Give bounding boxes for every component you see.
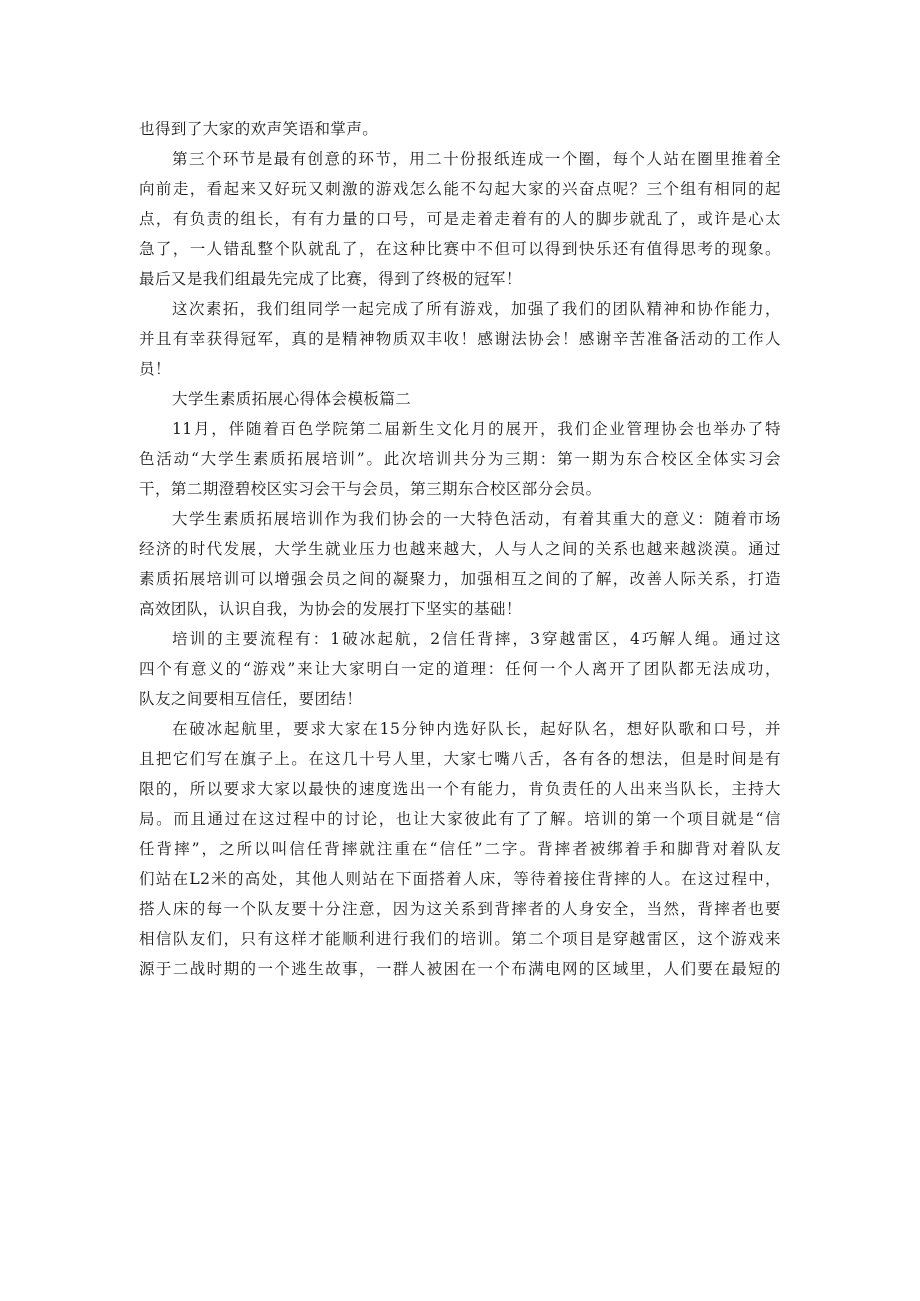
text-line: 局。而且通过在这过程中的讨论，也让大家彼此有了了解。培训的第一个项目就是“信 bbox=[139, 810, 781, 828]
text-line: 源于二战时期的一个逃生故事，一群人被困在一个布满电网的区域里，人们要在最短的 bbox=[139, 960, 781, 978]
text-line: 也得到了大家的欢声笑语和掌声。 bbox=[139, 120, 379, 138]
text-line: 限的，所以要求大家以最快的速度选出一个有能力，肯负责任的人出来当队长，主持大 bbox=[139, 780, 781, 798]
text-line: 任背摔”，之所以叫信任背摔就注重在“信任”二字。背摔者被绑着手和脚背对着队友 bbox=[139, 840, 781, 858]
text-line: 色活动“大学生素质拓展培训”。此次培训共分为三期：第一期为东合校区全体实习会 bbox=[139, 450, 781, 468]
section-heading: 大学生素质拓展心得体会模板篇二 bbox=[172, 390, 412, 408]
text-line: 相信队友们，只有这样才能顺利进行我们的培训。第二个项目是穿越雷区，这个游戏来 bbox=[139, 930, 781, 948]
text-line: 并且有幸获得冠军，真的是精神物质双丰收！感谢法协会！感谢辛苦准备活动的工作人 bbox=[139, 330, 781, 348]
text-line: 11月，伴随着百色学院第二届新生文化月的展开，我们企业管理协会也举办了特 bbox=[172, 420, 781, 438]
text-line: 队友之间要相互信任，要团结！ bbox=[139, 690, 363, 708]
text-line: 们站在L2米的高处，其他人则站在下面搭着人床，等待着接住背摔的人。在这过程中， bbox=[139, 870, 781, 888]
text-line: 干，第二期澄碧校区实习会干与会员，第三期东合校区部分会员。 bbox=[139, 480, 602, 498]
text-line: 急了，一人错乱整个队就乱了，在这种比赛中不但可以得到快乐还有值得思考的现象。 bbox=[139, 240, 781, 258]
text-line: 四个有意义的“游戏”来让大家明白一定的道理：任何一个人离开了团队都无法成功， bbox=[139, 660, 781, 678]
text-line: 这次素拓，我们组同学一起完成了所有游戏，加强了我们的团队精神和协作能力， bbox=[172, 300, 781, 318]
document-body bbox=[139, 114, 781, 984]
text-line: 点，有负责的组长，有有力量的口号，可是走着走着有的人的脚步就乱了，或许是心太 bbox=[139, 210, 781, 228]
text-line: 高效团队，认识自我，为协会的发展打下坚实的基础！ bbox=[139, 600, 522, 618]
text-line: 大学生素质拓展培训作为我们协会的一大特色活动，有着其重大的意义：随着市场 bbox=[172, 510, 781, 528]
text-line: 第三个环节是最有创意的环节，用二十份报纸连成一个圈，每个人站在圈里推着全 bbox=[172, 150, 781, 168]
text-line: 素质拓展培训可以增强会员之间的凝聚力，加强相互之间的了解，改善人际关系，打造 bbox=[139, 570, 781, 588]
text-line: 经济的时代发展，大学生就业压力也越来越大，人与人之间的关系也越来越淡漠。通过 bbox=[139, 540, 781, 558]
text-line: 且把它们写在旗子上。在这几十号人里，大家七嘴八舌，各有各的想法，但是时间是有 bbox=[139, 750, 781, 768]
text-line: 向前走，看起来又好玩又刺激的游戏怎么能不勾起大家的兴奋点呢？三个组有相同的起 bbox=[139, 180, 781, 198]
text-line: 员！ bbox=[139, 360, 171, 378]
text-line: 最后又是我们组最先完成了比赛，得到了终极的冠军！ bbox=[139, 270, 522, 288]
text-line: 搭人床的每一个队友要十分注意，因为这关系到背摔者的人身安全，当然，背摔者也要 bbox=[139, 900, 781, 918]
text-line: 在破冰起航里，要求大家在15分钟内选好队长，起好队名，想好队歌和口号，并 bbox=[172, 720, 781, 738]
text-line: 培训的主要流程有：1破冰起航，2信任背摔，3穿越雷区，4巧解人绳。通过这 bbox=[172, 630, 781, 648]
